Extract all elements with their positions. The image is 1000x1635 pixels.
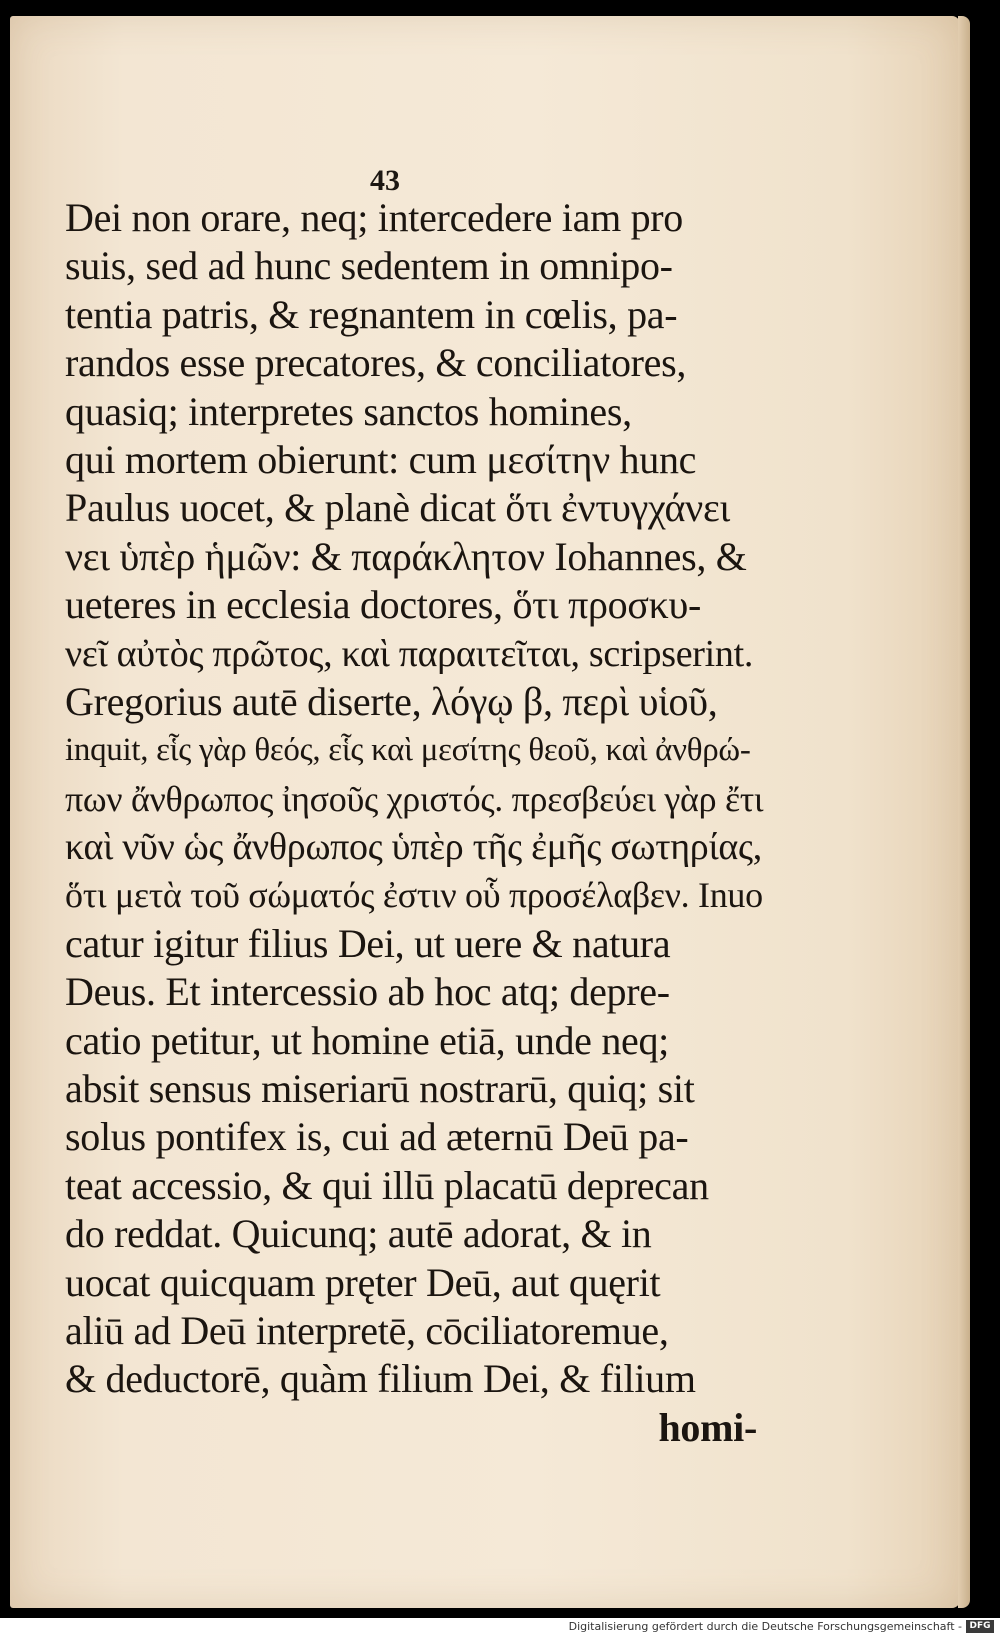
text-line: tentia patris, & regnantem in cœlis, pa- (65, 291, 678, 337)
text-line: Paulus uocet, & planè dicat ὅτι ἐντυγχάνει (65, 485, 730, 531)
text-block (65, 194, 765, 1452)
page-edge (958, 16, 970, 1608)
text-line: suis, sed ad hunc sedentem in omnipo- (65, 243, 673, 289)
text-line: teat accessio, & qui illū placatū deprecan (65, 1162, 709, 1208)
text-line: catur igitur filius Dei, ut uere & natura (65, 920, 671, 966)
book-page (10, 16, 960, 1608)
text-line: solus pontifex is, cui ad æternū Deū pa- (65, 1114, 689, 1160)
text-line: νεῖ αὐτὸς πρῶτος, καὶ παραιτεῖται, scripserint. (65, 632, 754, 675)
text-line: καὶ νῦν ὡς ἄνθρωπος ὑπὲρ τῆς ἐμῆς σωτηρίας, (65, 826, 762, 869)
text-line: inquit, εἷς γὰρ θεός, εἷς καὶ μεσίτης θεοῦ, καὶ ἀνθρώ- (65, 732, 751, 769)
page-number: 43 (370, 164, 400, 197)
catchword: homi- (658, 1404, 757, 1450)
text-line: ὅτι μετὰ τοῦ σώματός ἐστιν οὗ προσέλαβεν. Inuo (65, 875, 763, 916)
text-line: qui mortem obierunt: cum μεσίτην hunc (65, 436, 697, 482)
footer-credit: Digitalisierung gefördert durch die Deutsche Forschungsgemeinschaft - (568, 1620, 962, 1633)
text-line: catio petitur, ut homine etiā, unde neq; (65, 1017, 669, 1063)
text-line: Gregorius autē diserte, λόγῳ β, περὶ υἱοῦ, (65, 678, 718, 724)
text-line: ueteres in ecclesia doctores, ὅτι προσκυ- (65, 582, 701, 628)
text-line: uocat quicquam pręter Deū, aut quęrit (65, 1259, 661, 1305)
text-line: πων ἄνθρωπος ἰησοῦς χριστός. πρεσβεύει γὰρ ἔτι (65, 778, 764, 819)
dfg-logo: DFG (966, 1620, 994, 1633)
text-line: randos esse precatores, & conciliatores, (65, 340, 687, 386)
text-line: Dei non orare, neq; intercedere iam pro (65, 195, 684, 240)
text-line: do reddat. Quicunq; autē adorat, & in (65, 1211, 652, 1257)
text-line: absit sensus miseriarū nostrarū, quiq; sit (65, 1066, 695, 1112)
text-line: νει ὑπὲρ ἡμῶν: & παράκλητον Iohannes, & (65, 533, 747, 579)
text-line: Deus. Et intercessio ab hoc atq; depre- (65, 969, 670, 1015)
text-line: & deductorē, quàm filium Dei, & filium (65, 1356, 696, 1402)
text-line: aliū ad Deū interpretē, cōciliatoremue, (65, 1307, 669, 1353)
text-line: quasiq; interpretes sanctos homines, (65, 388, 632, 434)
footer-bar (0, 1618, 1000, 1635)
